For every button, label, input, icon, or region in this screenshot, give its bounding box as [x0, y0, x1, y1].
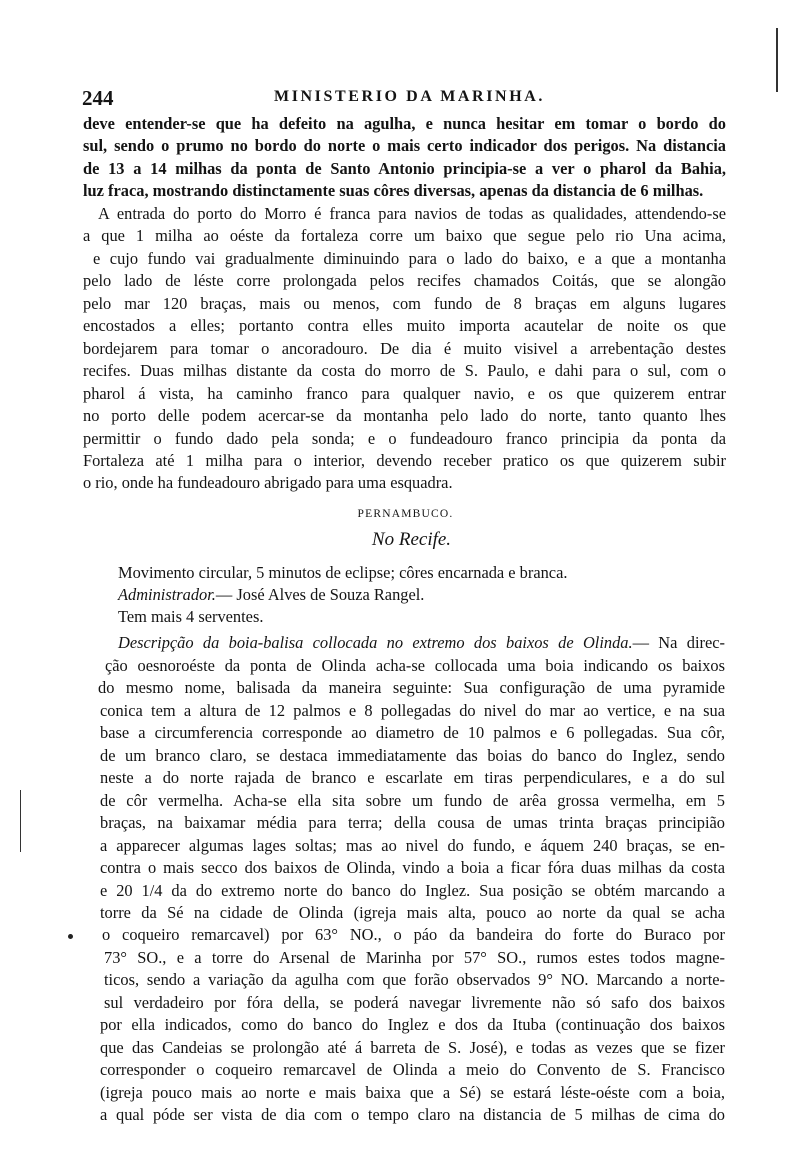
text-line: base a circumferencia corresponde ao diametro de 10 palmos e 6 pollegadas. Sua côr, [100, 723, 725, 743]
text-line: por ella indicados, como do banco do Inglez e dos da Ituba (continuação dos baixos [100, 1015, 725, 1035]
section-subtitle: No Recife. [371, 529, 452, 550]
text-line: ticos, sendo a variação da agulha com que forão observados 9° NO. Marcando a norte- [104, 970, 725, 990]
scan-mark [20, 790, 21, 852]
text-line: do mesmo nome, balisada da maneira seguinte: Sua configuração de uma pyramide [98, 678, 725, 698]
text-line: braças, na baixamar média para terra; della cousa de umas trinta braças principião [100, 813, 725, 833]
text-line: A entrada do porto do Morro é franca para navios de todas as qualidades, attendendo-se [98, 204, 726, 223]
text-line: o coqueiro remarcavel) por 63° NO., o páo da bandeira do forte do Buraco por [102, 925, 725, 945]
section-title: PERNAMBUCO. [357, 508, 454, 520]
text-line: e 20 1/4 da do extremo norte do banco do Inglez. Sua posição se obtém marcando a [100, 880, 725, 900]
light-movement: Movimento circular, 5 minutos de eclipse; côres encarnada e branca. [118, 563, 568, 582]
text-line: de côr vermelha. Acha-se ella sita sobre um fundo de arêa grossa vermelha, em 5 [100, 790, 725, 810]
text-line: Fortaleza até 1 milha para o interior, devendo receber pratico os que quizerem subir [83, 450, 726, 470]
text-line: o rio, onde ha fundeadouro abrigado para uma esquadra. [83, 473, 453, 493]
text-line: pharol á vista, ha caminho franco para qualquer navio, e os que quizerem entrar [83, 383, 726, 403]
paragraph-3-heading [118, 633, 725, 653]
text-line: recifes. Duas milhas distante da costa do morro de S. Paulo, e dahi para o sul, com o [83, 361, 726, 381]
text-line: sul verdadeiro por fóra della, se poderá navegar livremente não só safo dos baixos [104, 992, 725, 1012]
text-line: contra o mais secco dos baixos de Olinda, vindo a boia a ficar fóra duas milhas da costa [100, 858, 725, 878]
text-line: permittir o fundo dado pela sonda; e o fundeadouro franco principia da ponta da [83, 428, 726, 448]
text-line: neste a do norte rajada de branco e escarlate em tiras perpendiculares, e a do sul [100, 768, 725, 788]
text-line: pelo lado de léste corre prolongada pelos recifes chamados Coitás, que se alongão [83, 271, 726, 291]
text-line: no porto delle podem acercar-se da montanha pelo lado do norte, tanto quanto lhes [83, 406, 726, 426]
text-line: bordejarem para tomar o ancoradouro. De dia é muito visivel a arrebentação destes [83, 338, 726, 358]
text-line: de 13 a 14 milhas da ponta de Santo Antonio principia-se a ver o pharol da Bahia, [83, 158, 726, 178]
running-title: MINISTERIO DA MARINHA. [274, 88, 545, 105]
text-line: torre da Sé na cidade de Olinda (igreja mais alta, pouco ao norte da qual se acha [100, 902, 725, 922]
text-line: e cujo fundo vai gradualmente diminuindo para o lado do baixo, e a que a montanha [93, 248, 726, 268]
text-line: encostados a elles; portanto contra elles muito importa acautelar de noite os que [83, 316, 726, 336]
scan-speck [68, 934, 73, 939]
text-line: (igreja pouco mais ao norte e mais baixa que a Sé) se estará léste-oéste com a boia, [100, 1082, 725, 1102]
text-line: de um branco claro, se destaca immediatamente das boias do banco do Inglez, sendo [100, 745, 725, 765]
text-line: deve entender-se que ha defeito na agulha, e nunca hesitar em tomar o bordo do [83, 114, 726, 133]
text-line: que das Candeias se prolongão até á barreta de S. José), e todas as vezes que se fizer [100, 1037, 725, 1057]
text-line: a qual póde ser vista de dia com o tempo claro na distancia de 5 milhas de cima do [100, 1105, 725, 1124]
text-line: ção oesnoroéste da ponta de Olinda acha-se collocada uma boia indicando os baixos [105, 656, 725, 675]
text-line: conica tem a altura de 12 palmos e 8 pollegadas do nivel do mar ao vertice, e na sua [100, 700, 725, 720]
text-line: a que 1 milha ao oéste da fortaleza corre um baixo que segue pelo rio Una acima, [83, 226, 726, 246]
light-staff: Tem mais 4 serventes. [118, 607, 264, 626]
text-line: corresponder o coqueiro remarcavel de Olinda a meio do Convento de S. Francisco [100, 1060, 725, 1080]
buoy-description-title: Descripção da boia-balisa collocada no extremo dos baixos de Olinda. [118, 633, 633, 652]
page-number: 244 [82, 86, 114, 110]
administrator-value: — José Alves de Souza Rangel. [215, 585, 425, 604]
administrator-label: Administrador. [118, 585, 216, 604]
text-line: a apparecer algumas lages soltas; mas ao nivel do fundo, e áquem 240 braças, se en- [100, 835, 725, 855]
text-line: pelo mar 120 braças, mais ou menos, com fundo de 8 braças em alguns lugares [83, 293, 726, 313]
text-line: sul, sendo o prumo no bordo do norte o mais certo indicador dos perigos. Na distancia [83, 136, 726, 156]
heading-continuation: — Na direc- [632, 633, 725, 652]
text-line: luz fraca, mostrando distinctamente suas côres diversas, apenas da distancia de 6 milhas. [83, 181, 704, 201]
text-line: 73° SO., e a torre do Arsenal de Marinha por 57° SO., rumos estes todos magne- [104, 947, 725, 967]
light-administrator [118, 585, 424, 605]
scan-mark [776, 28, 778, 92]
